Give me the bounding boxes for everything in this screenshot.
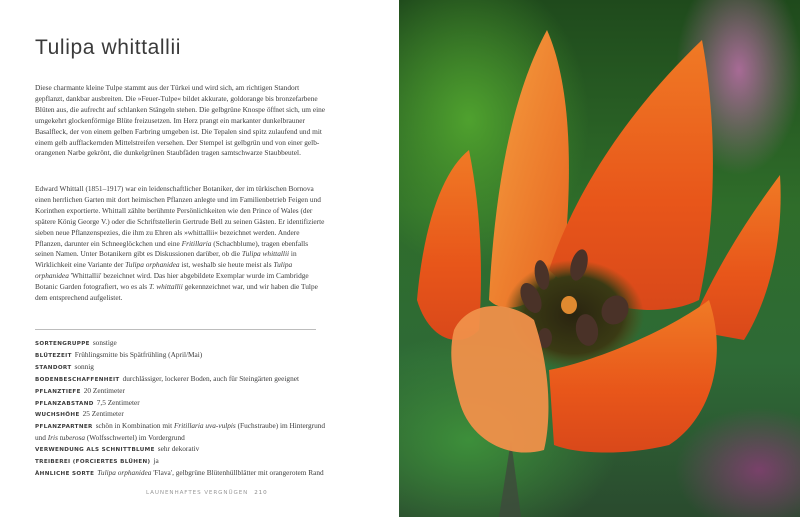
page-footer bbox=[146, 490, 268, 496]
spec-value: sonstige bbox=[92, 338, 117, 347]
page-title: Tulipa whittallii bbox=[35, 36, 181, 59]
spec-key: ÄHNLICHE SORTE bbox=[35, 470, 95, 477]
spec-value: sehr dekorativ bbox=[157, 444, 200, 454]
spec-key: WUCHSHÖHE bbox=[35, 412, 80, 419]
spec-value: ja bbox=[153, 456, 159, 466]
plant-specs-list bbox=[35, 338, 325, 480]
spec-row bbox=[35, 398, 325, 410]
spec-key: TREIBEREI (FORCIERTES BLÜHEN) bbox=[35, 459, 151, 466]
spec-row bbox=[35, 386, 325, 398]
spec-row bbox=[35, 374, 325, 386]
spec-row bbox=[35, 456, 325, 468]
history-paragraph: Edward Whittall (1851–1917) war ein leidenschaftlicher Botaniker, der im türkischen Bornova einen herrlichen Garten mit dort heimischen Pflanzen anlegte und im Familienbetrieb Feigen und Korinthen exportierte. Whittall zählte berühmte Persönlichkeiten wie den Prince of Wales (der spätere König George V.) oder die Schriftstellerin Gertrude Bell zu seinen Gästen. Er identifizierte sieben neue Pflanzenspezies, die ihm zu Ehren als »whittallii« bezeichnet werden. Andere Pflanzen, darunter ein Schneeglöckchen und eine Fritillaria (Schachblume), tragen ebenfalls seinen Namen. Unter Botanikern gibt es Diskussionen darüber, ob die Tulipa whittallii in Wirklichkeit eine Variante der Tulipa orphanidea ist, weshalb sie heute meist als Tulipa orphanidea 'Whittallii' bezeichnet wird. Das hier abgebildete Exemplar wurde im Cambridge Botanic Garden fotografiert, wo es als T. whittallii gekennzeichnet war, und wir haben die Tulpe dem entsprechend aufgelistet. bbox=[35, 184, 325, 303]
spec-row bbox=[35, 444, 325, 456]
spec-key: BODENBESCHAFFENHEIT bbox=[35, 376, 120, 383]
spec-value: schön in Kombination mit Fritillaria uva-vulpis (Fuchstraube) im Hintergrund und Iris tuberosa (Wolfsschwertel) im Vordergrund bbox=[35, 421, 326, 443]
spec-key: PFLANZTIEFE bbox=[35, 388, 81, 395]
spec-key: PFLANZPARTNER bbox=[35, 424, 93, 431]
footer-section-title: LAUNENHAFTES VERGNÜGEN bbox=[146, 490, 249, 496]
spec-key: BLÜTEZEIT bbox=[35, 352, 72, 359]
spec-key: SORTENGRUPPE bbox=[35, 341, 90, 347]
tulip-illustration bbox=[399, 0, 800, 517]
spec-key: VERWENDUNG ALS SCHNITTBLUME bbox=[35, 447, 155, 454]
spec-row bbox=[35, 350, 325, 362]
spec-value: sonnig bbox=[74, 361, 94, 371]
spec-value: 25 Zentimeter bbox=[82, 409, 124, 419]
section-divider bbox=[35, 329, 316, 330]
left-page bbox=[0, 0, 399, 517]
spec-row bbox=[35, 338, 325, 350]
intro-paragraph: Diese charmante kleine Tulpe stammt aus der Türkei und wird sich, am richtigen Standort gepflanzt, dankbar ausbreiten. Die »Feuer-Tulpe« bildet akkurate, goldorange bis bronzefarbene Blüten aus, die aufrecht auf schlanken Stängeln stehen. Die gelbgrüne Knospe öffnet sich, um eine umgekehrt glockenförmige Blüte freizusetzen. Im Herz prangt ein markanter dunkelbrauner Basalfleck, der von einem gelben Farbring umgeben ist. Die Tepalen sind spitz zulaufend und mit einem gelb aufflackernden Mittelstreifen versehen. Der Stempel ist gelbgrün und von einer gelb-orangenen Narbe gekrönt, die dunkelgrünen Staubfäden tragen samtschwarze Staubbeutel. bbox=[35, 83, 326, 158]
spec-row bbox=[35, 409, 325, 421]
spec-value: 7,5 Zentimeter bbox=[96, 397, 140, 407]
spec-row bbox=[35, 421, 325, 444]
page-number: 210 bbox=[254, 490, 268, 496]
spec-value: Frühlingsmitte bis Spätfrühling (April/Mai) bbox=[74, 349, 203, 359]
spec-value: durchlässiger, lockerer Boden, auch für Steingärten geeignet bbox=[122, 373, 299, 383]
spec-row bbox=[35, 362, 325, 374]
tulip-photo bbox=[399, 0, 800, 517]
spec-key: PFLANZABSTAND bbox=[35, 400, 94, 407]
spec-row bbox=[35, 468, 325, 480]
spec-value: 20 Zentimeter bbox=[83, 385, 125, 395]
spec-key: STANDORT bbox=[35, 364, 72, 371]
spec-value: Tulipa orphanidea 'Flava', gelbgrüne Blütenhüllblätter mit orangerotem Rand bbox=[97, 467, 324, 477]
